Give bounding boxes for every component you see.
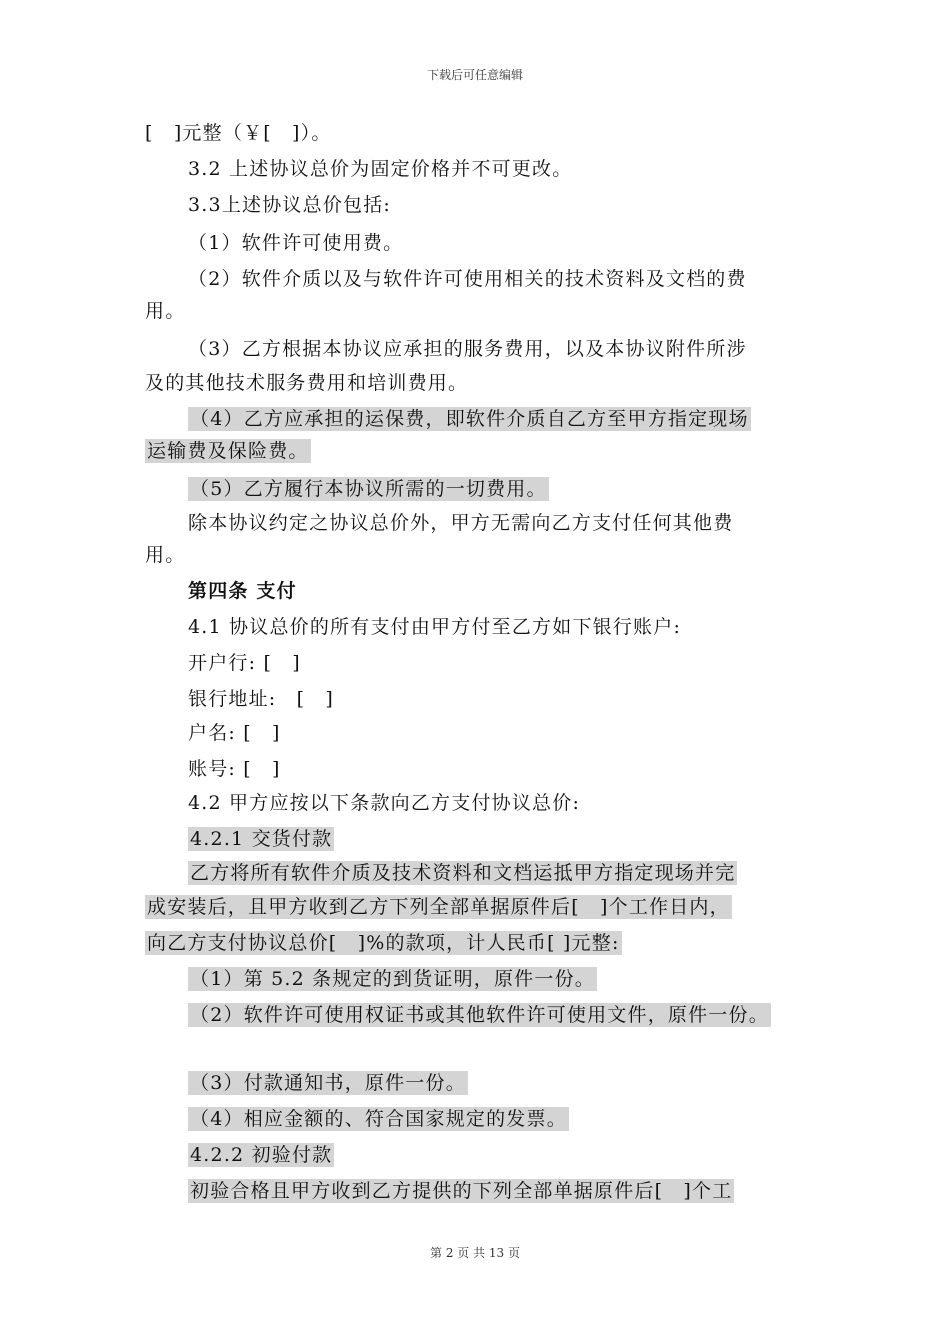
item-4-2-1-2: （2）软件许可使用权证书或其他软件许可使用文件，原件一份。 [190, 1004, 769, 1026]
account-number-field: 账号: [ ] [188, 758, 281, 780]
clause-4-2-1-heading: 4.2.1 交货付款 [190, 828, 333, 850]
item-4-2-1-1: （1）第 5.2 条规定的到货证明，原件一份。 [190, 968, 595, 990]
no-other-fees-cont: 用。 [145, 544, 186, 566]
item-3-3-4: （4）乙方应承担的运保费，即软件介质自乙方至甲方指定现场 [190, 408, 749, 430]
article-4-heading: 第四条 支付 [188, 580, 297, 602]
price-amount-line: [ ]元整（￥[ ]）。 [145, 122, 332, 144]
clause-4-2: 4.2 甲方应按以下条款向乙方支付协议总价: [188, 792, 581, 814]
item-4-2-1-4: （4）相应金额的、符合国家规定的发票。 [190, 1108, 567, 1130]
page-footer: 第 2 页 共 13 页 [430, 1246, 520, 1260]
item-3-3-5: （5）乙方履行本协议所需的一切费用。 [190, 478, 547, 500]
clause-3-2: 3.2 上述协议总价为固定价格并不可更改。 [188, 158, 573, 180]
clause-4-2-1-body-2: 成安装后，且甲方收到乙方下列全部单据原件后[ ]个工作日内， [147, 896, 730, 918]
clause-4-2-1-body-1: 乙方将所有软件介质及技术资料和文档运抵甲方指定现场并完 [190, 862, 736, 884]
item-3-3-2-cont: 用。 [145, 300, 186, 322]
clause-4-2-1-body-3: 向乙方支付协议总价[ ]%的款项，计人民币[ ]元整: [147, 932, 620, 954]
item-3-3-1: （1）软件许可使用费。 [188, 232, 404, 254]
item-4-2-1-3: （3）付款通知书，原件一份。 [190, 1072, 466, 1094]
page-header: 下载后可任意编辑 [426, 68, 523, 82]
account-name-field: 户名: [ ] [188, 722, 281, 744]
no-other-fees: 除本协议约定之协议总价外，甲方无需向乙方支付任何其他费 [188, 512, 734, 534]
clause-3-3: 3.3上述协议总价包括: [188, 194, 392, 216]
clause-4-1: 4.1 协议总价的所有支付由甲方付至乙方如下银行账户: [188, 616, 682, 638]
clause-4-2-2-body: 初验合格且甲方收到乙方提供的下列全部单据原件后[ ]个工 [190, 1180, 733, 1202]
item-3-3-4-cont: 运输费及保险费。 [147, 440, 309, 462]
bank-name-field: 开户行: [ ] [188, 652, 301, 674]
item-3-3-3-cont: 及的其他技术服务费用和培训费用。 [145, 372, 469, 394]
bank-address-field: 银行地址: [ ] [188, 688, 335, 710]
item-3-3-2: （2）软件介质以及与软件许可使用相关的技术资料及文档的费 [188, 268, 747, 290]
item-3-3-3: （3）乙方根据本协议应承担的服务费用，以及本协议附件所涉 [188, 338, 747, 360]
clause-4-2-2-heading: 4.2.2 初验付款 [190, 1144, 333, 1166]
